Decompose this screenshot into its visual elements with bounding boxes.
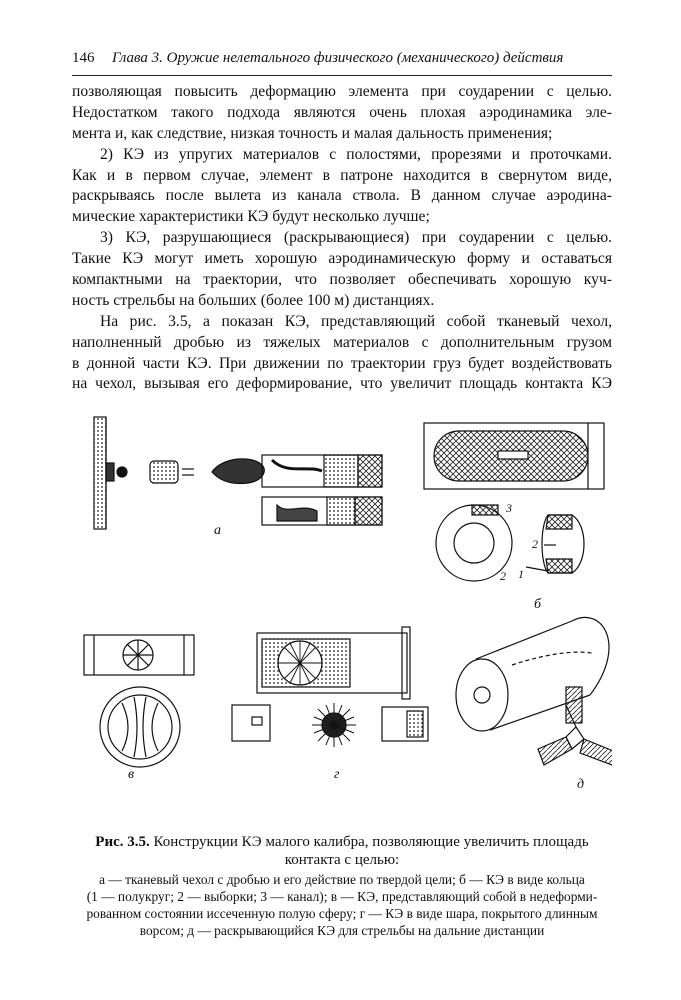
body-line: раскрываясь после вылета из канала ствола. В данном случае аэродина- [72, 187, 612, 205]
subfigure-d [456, 617, 612, 765]
part-number-1: 1 [518, 567, 524, 581]
subfigure-b [424, 423, 604, 581]
caption-description [72, 871, 612, 939]
subfigure-label-d: д [577, 777, 585, 792]
figure-caption [72, 833, 612, 939]
figure-3-5 [72, 405, 612, 815]
caption-title [72, 833, 612, 869]
caption-desc-line: рованном состоянии иссеченную полую сферу; г — КЭ в виде шара, покрытого длинным [86, 906, 598, 921]
caption-desc-line: (1 — полукруг; 2 — выборки; 3 — канал); в — КЭ, представляющий собой в недеформи- [86, 889, 598, 904]
page-number: 146 [72, 50, 95, 66]
body-line: Такие КЭ могут иметь хорошую аэродинамическую форму и оставаться [72, 250, 612, 268]
body-line: ность стрельбы на больших (более 100 м) дистанциях. [72, 291, 435, 309]
figure-drawing [72, 405, 612, 815]
body-line: наполненный дробью из тяжелых материалов с дополнительным грузом [72, 333, 612, 351]
body-line: На рис. 3.5, а показан КЭ, представляющий собой тканевый чехол, [100, 312, 612, 330]
subfigure-g [232, 627, 428, 747]
body-text [72, 82, 612, 395]
body-line: мента и, как следствие, низкая точность и малая дальность применения; [72, 124, 553, 142]
subfigure-label-b: б [534, 597, 542, 612]
page-header [72, 50, 612, 74]
body-line: позволяющая повысить деформацию элемента при соударении с целью. [72, 83, 612, 100]
subfigure-v [84, 635, 194, 767]
caption-title-line2: контакта с целью: [284, 852, 400, 868]
body-line: на чехол, вызывая его деформирование, что увеличит площадь контакта КЭ [72, 375, 612, 393]
body-line: Как и в первом случае, элемент в патроне находится в свернутом виде, [72, 166, 612, 184]
body-line: мические характеристики КЭ будут несколько лучше; [72, 208, 430, 226]
body-line: в донной части КЭ. При движении по траектории груз будет воздействовать [72, 354, 612, 372]
subfigure-label-g: г [334, 767, 340, 782]
body-line: 3) КЭ, разрушающиеся (раскрывающиеся) при соударении с целью. [100, 229, 612, 247]
body-line: 2) КЭ из упругих материалов с полостями, прорезями и проточками. [100, 145, 612, 163]
running-title: Глава 3. Оружие нелетального физического (механического) действия [112, 50, 564, 66]
subfigure-label-v: в [128, 767, 135, 782]
part-number-3: 3 [506, 501, 512, 515]
body-line: компактными на траектории, что позволяет обеспечивать хорошую куч- [72, 271, 612, 289]
part-number-2-side: 2 [532, 537, 538, 551]
body-line: Недостатком такого подхода являются очень плохая аэродинамика эле- [72, 103, 612, 121]
caption-label: Рис. 3.5. [95, 834, 150, 850]
subfigure-label-a: а [214, 523, 221, 538]
subfigure-a [94, 417, 382, 529]
caption-title-line1: Конструкции КЭ малого калибра, позволяющие увеличить площадь [153, 834, 589, 850]
header-rule [72, 75, 612, 76]
caption-desc-line: а — тканевый чехол с дробью и его действие по твердой цели; б — КЭ в виде кольца [99, 872, 585, 887]
part-number-2-ring: 2 [500, 569, 506, 583]
caption-desc-line: ворсом; д — раскрывающийся КЭ для стрельбы на дальние дистанции [139, 923, 545, 938]
